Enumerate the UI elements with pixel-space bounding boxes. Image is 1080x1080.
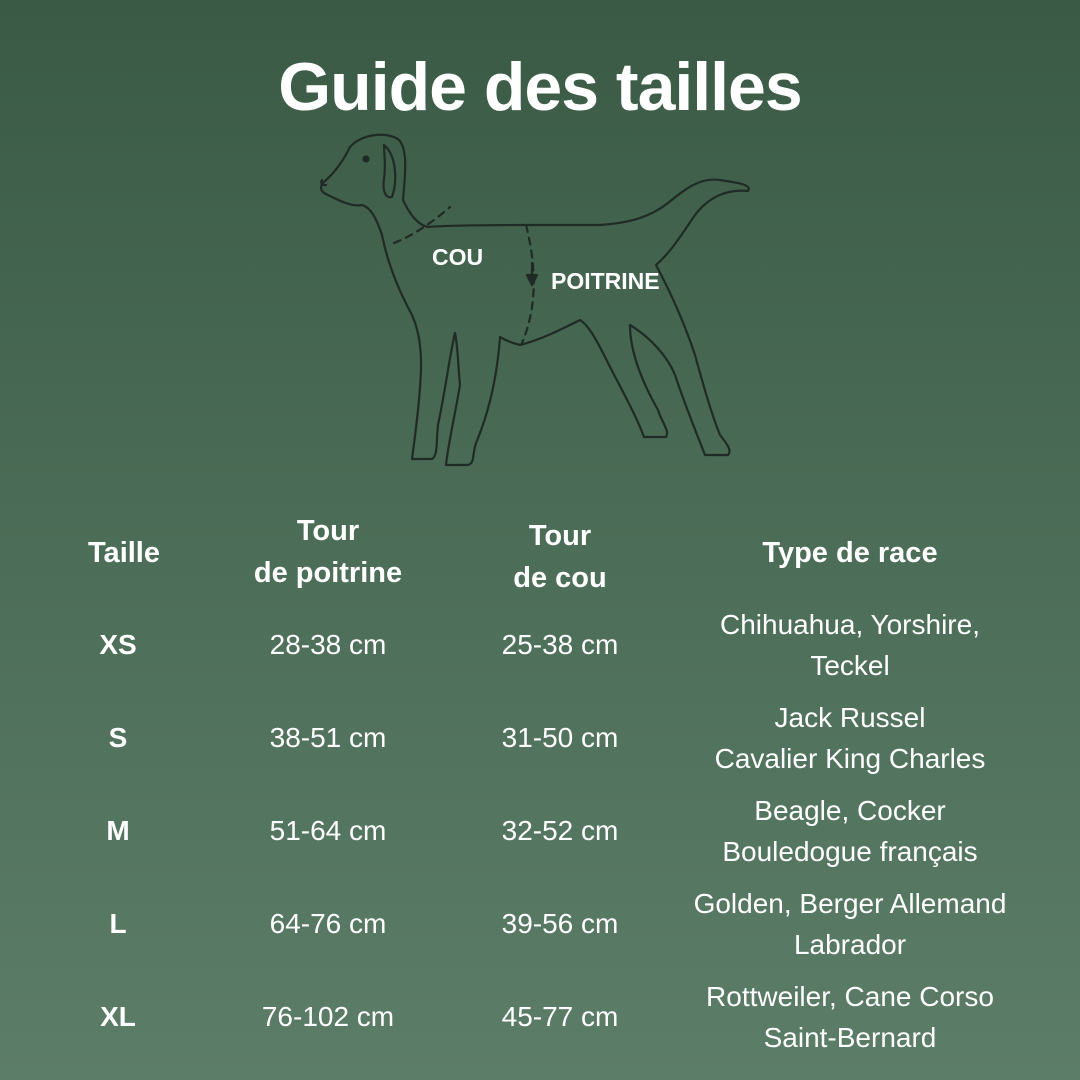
page-title: Guide des tailles xyxy=(278,49,802,125)
row-neck: 31-50 cm xyxy=(501,722,619,753)
dog-outline-icon xyxy=(300,125,770,475)
row-neck: 32-52 cm xyxy=(501,815,619,846)
row-size: S xyxy=(108,722,128,753)
row-size: XS xyxy=(99,629,137,660)
row-size: M xyxy=(106,815,130,846)
row-breed: Beagle, Cocker Bouledogue français xyxy=(722,795,978,867)
row-chest: 64-76 cm xyxy=(269,908,387,939)
row-breed: Rottweiler, Cane Corso Saint-Bernard xyxy=(706,981,994,1053)
neck-label: COU xyxy=(432,244,484,270)
row-neck: 45-77 cm xyxy=(501,1001,619,1032)
row-breed: Jack Russel Cavalier King Charles xyxy=(714,702,986,774)
row-size: XL xyxy=(100,1001,136,1032)
header-size: Taille xyxy=(88,537,160,569)
header-chest: Tour de poitrine xyxy=(253,515,403,589)
header-neck: Tour de cou xyxy=(513,520,607,594)
row-breed: Golden, Berger Allemand Labrador xyxy=(693,888,1007,960)
row-neck: 39-56 cm xyxy=(501,908,619,939)
chest-label: POITRINE xyxy=(551,268,660,294)
row-chest: 51-64 cm xyxy=(269,815,387,846)
row-chest: 38-51 cm xyxy=(269,722,387,753)
row-neck: 25-38 cm xyxy=(501,629,619,660)
row-breed: Chihuahua, Yorshire, Teckel xyxy=(720,609,980,681)
row-size: L xyxy=(109,908,127,939)
row-chest: 28-38 cm xyxy=(269,629,387,660)
row-chest: 76-102 cm xyxy=(261,1001,395,1032)
header-breed: Type de race xyxy=(762,537,938,569)
